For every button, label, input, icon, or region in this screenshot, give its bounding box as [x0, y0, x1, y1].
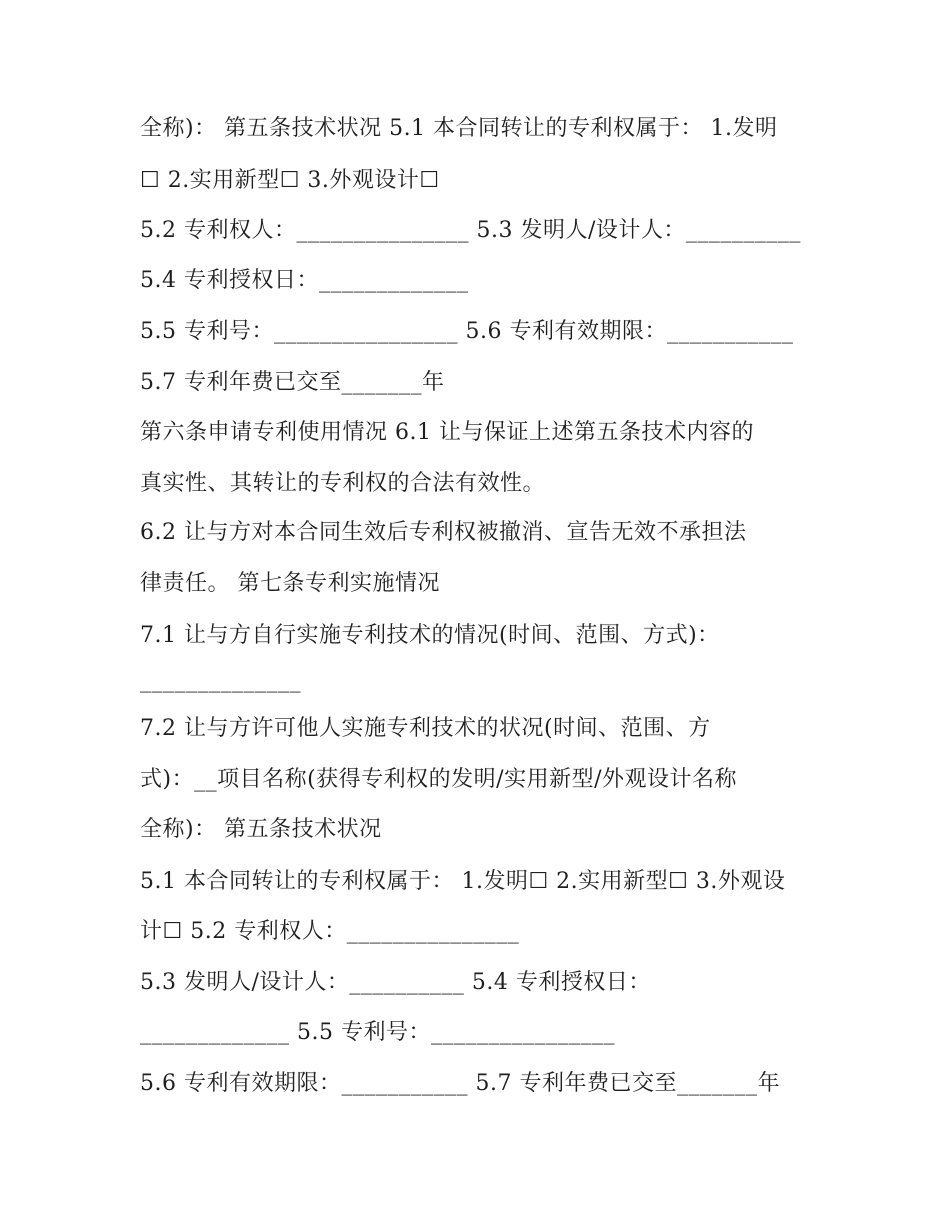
text-line: 5.3 发明人/设计人：__________ 5.4 专利授权日：	[140, 970, 651, 995]
text-line: 6.2 让与方对本合同生效后专利权被撤消、宣告无效不承担法	[140, 520, 747, 545]
text-line: _____________ 5.5 专利号：________________	[140, 1020, 615, 1045]
text-line: 5.6 专利有效期限：___________ 5.7 专利年费已交至_______年	[140, 1071, 780, 1096]
text-line: 5.5 专利号：________________ 5.6 专利有效期限：___________	[140, 319, 794, 344]
text-line: 全称)： 第五条技术状况	[140, 817, 382, 842]
text-line: 7.1 让与方自行实施专利技术的情况(时间、范围、方式)：	[140, 623, 720, 648]
text-line: 真实性、其转让的专利权的合法有效性。	[140, 471, 546, 496]
text-line: 7.2 让与方许可他人实施专利技术的状况(时间、范围、方	[140, 716, 711, 741]
text-line: ☐ 2.实用新型☐ 3.外观设计☐	[140, 168, 440, 193]
text-line: 式)：__项目名称(获得专利权的发明/实用新型/外观设计名称	[140, 767, 737, 792]
text-line: 全称)： 第五条技术状况 5.1 本合同转让的专利权属于： 1.发明	[140, 116, 778, 141]
text-line: 5.7 专利年费已交至_______年	[140, 370, 445, 395]
text-line: 5.1 本合同转让的专利权属于： 1.发明☐ 2.实用新型☐ 3.外观设	[140, 869, 786, 894]
text-line: 5.4 专利授权日：_____________	[140, 268, 469, 293]
text-line: 计☐ 5.2 专利权人：_______________	[140, 919, 520, 944]
text-line: 5.2 专利权人：_______________ 5.3 发明人/设计人：__________	[140, 218, 801, 243]
text-line: ______________	[140, 668, 301, 693]
text-line: 律责任。 第七条专利实施情况	[140, 571, 440, 596]
text-line: 第六条申请专利使用情况 6.1 让与保证上述第五条技术内容的	[140, 420, 754, 445]
